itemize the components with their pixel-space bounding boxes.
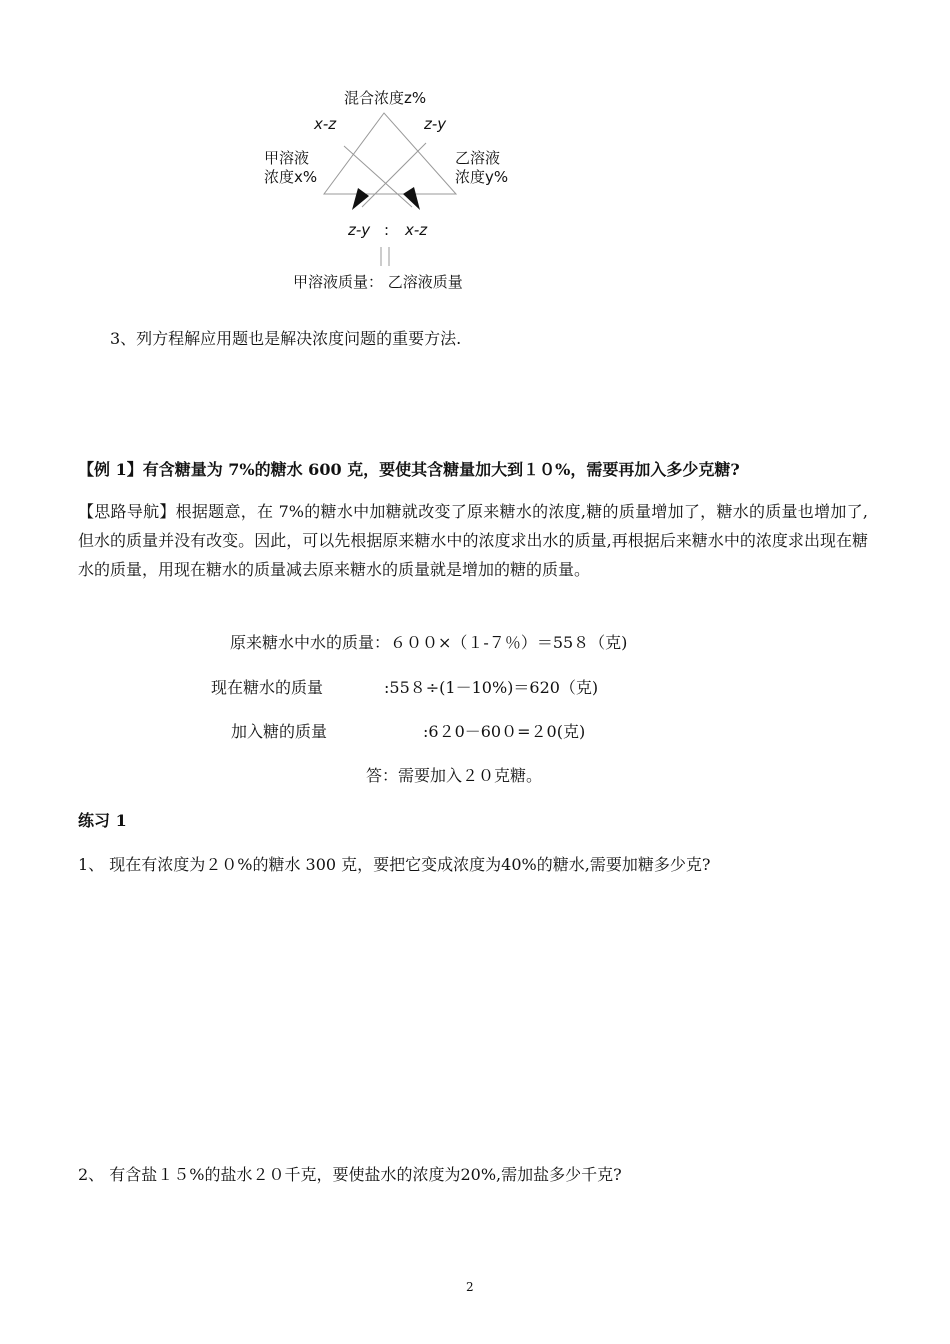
step-3-label: 加入糖的质量 xyxy=(231,722,328,741)
point-3: 3、列方程解应用题也是解决浓度问题的重要方法. xyxy=(110,329,462,348)
step-1: 原来糖水中水的质量：６００×（１-７％）＝55８（克) xyxy=(230,633,628,652)
right-edge-label: z-y xyxy=(424,115,447,133)
practice-question-1: 1、 现在有浓度为２０%的糖水 300 克，要把它变成浓度为40%的糖水,需要加糖多少克? xyxy=(78,855,711,874)
practice-heading: 练习 1 xyxy=(78,811,127,830)
practice-question-2: 2、 有含盐１５%的盐水２０千克，要使盐水的浓度为20%,需加盐多少千克? xyxy=(78,1165,622,1184)
left-edge-label: x-z xyxy=(314,115,337,133)
mixed-concentration-label: 混合浓度z% xyxy=(344,89,427,107)
solution-b-label: 乙溶液 xyxy=(455,149,501,167)
ratio-colon: : xyxy=(384,221,390,239)
solution-b-concentration: 浓度y% xyxy=(455,168,509,186)
solution-a-label: 甲溶液 xyxy=(264,149,310,167)
ratio-right: x-z xyxy=(405,221,428,239)
example-1-title: 【例 1】有含糖量为 7%的糖水 600 克，要使其含糖量加大到１０%，需要再加入多少克糖? xyxy=(78,460,740,479)
answer: 答：需要加入２０克糖。 xyxy=(366,766,543,785)
solution-a-concentration: 浓度x% xyxy=(264,168,318,186)
thinking-guide: 【思路导航】根据题意，在 7%的糖水中加糖就改变了原来糖水的浓度,糖的质量增加了，糖水的质量也增加了,但水的质量并没有改变。因此，可以先根据原来糖水中的浓度求出水的质量,再根据后来糖水中的浓度求出现在糖水的质量，用现在糖水的质量减去原来糖水的质量就是增加的糖的质量。 xyxy=(78,502,868,579)
ratio-left: z-y xyxy=(348,221,371,239)
step-2-value: :55８÷(1－10%)＝620（克) xyxy=(384,678,599,697)
step-2-label: 现在糖水的质量 xyxy=(211,678,324,697)
left-arrowhead xyxy=(352,188,369,210)
page-number: 2 xyxy=(466,1280,474,1294)
mass-ratio-label: 甲溶液质量： 乙溶液质量 xyxy=(293,273,463,291)
step-3-value: :6２0－60０=２0(克) xyxy=(423,722,586,741)
